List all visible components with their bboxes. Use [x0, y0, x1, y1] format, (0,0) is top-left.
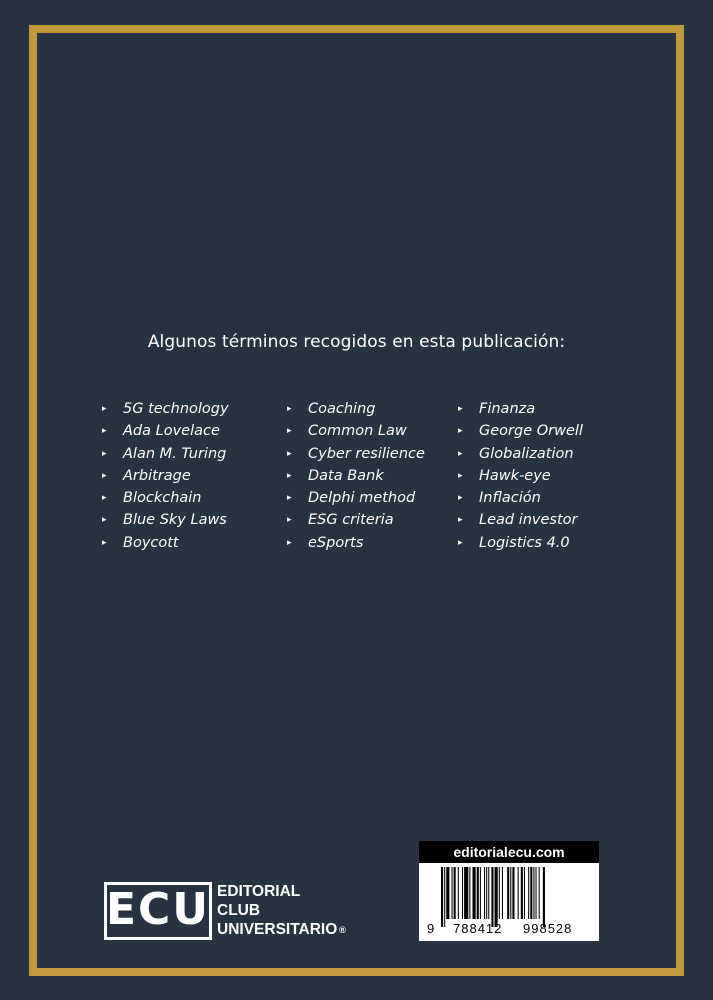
bullet-arrow-icon: ▸	[102, 404, 107, 414]
barcode-bar	[533, 867, 534, 919]
bullet-arrow-icon: ▸	[102, 515, 107, 526]
term-item	[287, 509, 425, 531]
term-item	[102, 532, 229, 554]
term-item	[102, 465, 229, 487]
term-text: ESG criteria	[308, 512, 394, 529]
bullet-arrow-icon: ▸	[458, 470, 463, 481]
barcode-digit-prefix: 9	[427, 921, 436, 936]
bullet-arrow-icon: ▸	[458, 404, 463, 414]
bullet-arrow-icon: ▸	[102, 493, 107, 504]
publisher-name-line-3	[217, 920, 346, 940]
barcode-bar	[458, 867, 459, 919]
barcode-bar	[441, 867, 443, 927]
bullet-arrow-icon: ▸	[287, 493, 292, 504]
term-text: George Orwell	[479, 423, 583, 440]
barcode-bar	[484, 867, 485, 919]
term-item	[458, 443, 583, 465]
term-item	[287, 420, 425, 442]
bullet-arrow-icon: ▸	[102, 470, 107, 481]
bullet-arrow-icon: ▸	[458, 448, 463, 459]
term-text: Blockchain	[123, 490, 202, 507]
term-item	[458, 487, 583, 509]
bullet-arrow-icon: ▸	[458, 426, 463, 437]
barcode-bar	[480, 867, 481, 919]
term-text: Globalization	[479, 445, 574, 462]
term-text: Blue Sky Laws	[123, 512, 227, 529]
term-item	[287, 487, 425, 509]
barcode-bar	[521, 867, 523, 919]
publisher-website: editorialecu.com	[419, 841, 599, 863]
term-text: Lead investor	[479, 512, 578, 529]
term-item	[458, 532, 583, 554]
bullet-arrow-icon: ▸	[287, 426, 292, 437]
terms-column-1	[102, 398, 229, 554]
barcode-bar	[530, 867, 532, 919]
term-item	[102, 509, 229, 531]
term-item	[287, 532, 425, 554]
bullet-arrow-icon: ▸	[287, 515, 292, 526]
publisher-name	[217, 882, 346, 940]
term-text: Alan M. Turing	[123, 445, 227, 462]
term-text: Coaching	[308, 401, 376, 417]
term-text: Delphi method	[308, 490, 416, 507]
publisher-name-line-3-text: UNIVERSITARIO	[217, 921, 338, 938]
term-item	[102, 443, 229, 465]
barcode-bar	[536, 867, 537, 919]
term-text: Cyber resilience	[308, 445, 425, 462]
barcode-digits-left: 788412	[453, 921, 503, 936]
term-item	[102, 420, 229, 442]
barcode-bar	[469, 867, 470, 919]
bullet-arrow-icon: ▸	[458, 493, 463, 504]
barcode-bar	[477, 867, 479, 919]
barcode-bar	[491, 867, 493, 927]
term-text: Arbitrage	[123, 467, 191, 484]
barcode-bar	[464, 867, 468, 919]
barcode-bar	[528, 867, 529, 919]
barcode-bar	[495, 867, 498, 927]
term-item	[287, 398, 425, 420]
term-text: Finanza	[479, 401, 536, 417]
bullet-arrow-icon: ▸	[287, 404, 292, 414]
term-text: Logistics 4.0	[479, 534, 570, 551]
term-item	[458, 509, 583, 531]
barcode-bar	[444, 867, 445, 927]
publisher-name-line-1: EDITORIAL	[217, 883, 301, 900]
bullet-arrow-icon: ▸	[287, 470, 292, 481]
term-item	[287, 443, 425, 465]
bullet-arrow-icon: ▸	[102, 537, 107, 548]
bullet-arrow-icon: ▸	[287, 448, 292, 459]
barcode-bar	[510, 867, 511, 919]
bullet-arrow-icon: ▸	[102, 426, 107, 437]
term-text: Boycott	[123, 534, 179, 551]
terms-column-3	[458, 398, 583, 554]
barcode-bar	[454, 867, 456, 919]
bullet-arrow-icon: ▸	[458, 515, 463, 526]
term-item	[458, 420, 583, 442]
publisher-name-line-2: CLUB	[217, 902, 261, 919]
barcode-bars	[441, 867, 577, 927]
term-text: Inflación	[479, 490, 541, 507]
term-text: Ada Lovelace	[123, 423, 220, 440]
barcode-bar	[524, 867, 525, 919]
barcode-bar	[502, 867, 503, 919]
term-text: 5G technology	[123, 401, 229, 417]
term-text: Hawk-eye	[479, 467, 551, 484]
barcode-bar	[488, 867, 489, 919]
term-text: Common Law	[308, 423, 407, 440]
terms-column-2	[287, 398, 425, 554]
term-item	[287, 465, 425, 487]
term-text: eSports	[308, 534, 364, 551]
term-item	[102, 487, 229, 509]
term-item	[458, 465, 583, 487]
barcode-bar	[452, 867, 453, 919]
barcode-bar	[473, 867, 476, 919]
barcode-bar	[486, 867, 487, 919]
barcode-bar	[539, 867, 540, 919]
term-text: Data Bank	[308, 467, 384, 484]
term-item	[102, 398, 229, 420]
bullet-arrow-icon: ▸	[287, 537, 292, 548]
barcode-bar	[462, 867, 463, 919]
barcode-bar	[446, 867, 449, 919]
barcode-digits-right: 998528	[523, 921, 573, 936]
registered-mark: ®	[339, 925, 346, 935]
barcode-bar	[512, 867, 514, 919]
terms-heading: Algunos términos recogidos en esta publicación:	[147, 332, 566, 352]
term-item	[458, 398, 583, 420]
isbn-barcode	[419, 841, 599, 941]
barcode-bar	[543, 867, 545, 927]
bullet-arrow-icon: ▸	[458, 537, 463, 548]
barcode-bar	[499, 867, 500, 919]
bullet-arrow-icon: ▸	[102, 448, 107, 459]
barcode-bar	[507, 867, 509, 919]
barcode-bar	[518, 867, 519, 919]
logo-letters: ECU	[105, 884, 211, 935]
